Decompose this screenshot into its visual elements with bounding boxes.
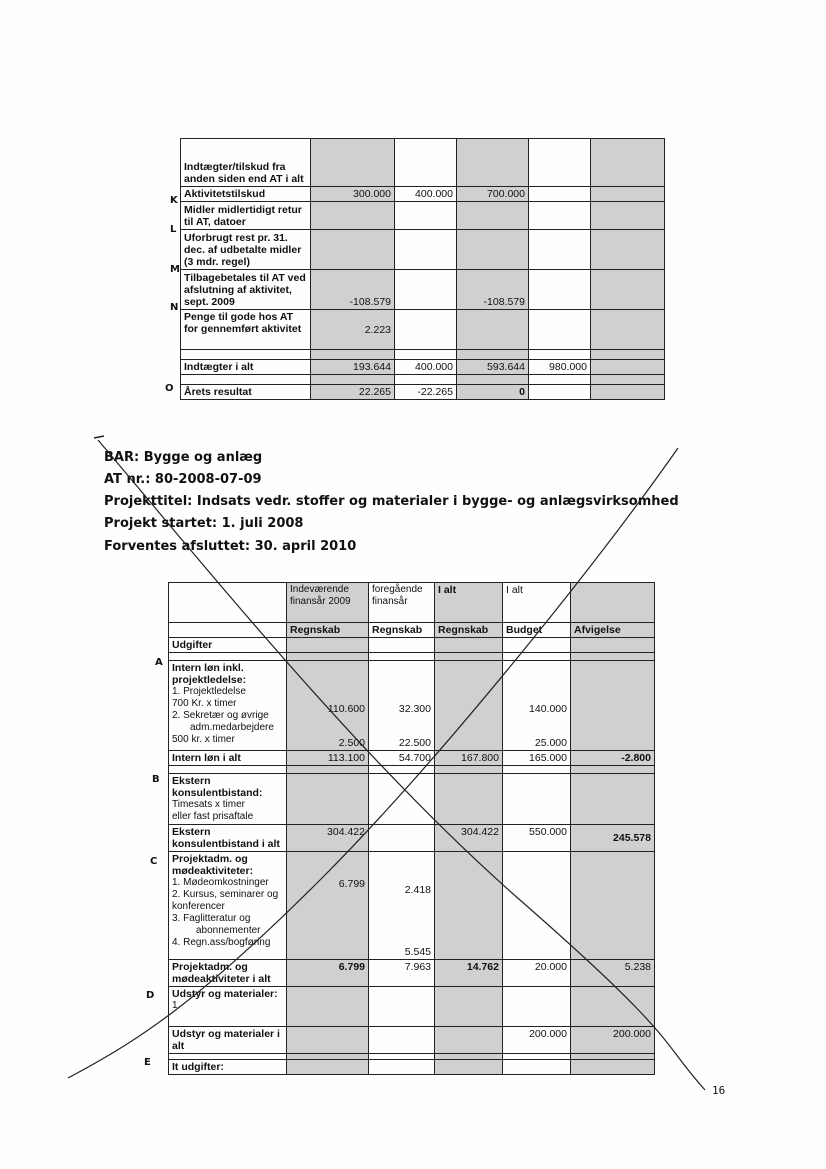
cell <box>435 852 503 960</box>
row-label: Tilbagebetales til AT ved afslutning af aktivitet, sept. 2009 <box>181 270 311 310</box>
cell <box>287 766 369 774</box>
income-table <box>180 138 665 400</box>
value: 32.300 <box>398 703 431 715</box>
table-row <box>169 987 655 1027</box>
cell <box>529 375 591 385</box>
header-cell: Indeværende finansår 2009 <box>287 583 369 623</box>
row-label: Indtægter/tilskud fra anden siden end AT i alt <box>181 139 311 187</box>
cell <box>503 987 571 1027</box>
row-label: Projektadm. og mødeaktiviteter i alt <box>169 960 287 987</box>
cell <box>591 202 665 230</box>
row-label <box>181 350 311 360</box>
list-item: 700 Kr. x timer <box>172 698 237 709</box>
value: 110.600 <box>327 703 365 715</box>
cell <box>395 202 457 230</box>
value: 2.500 <box>338 737 365 749</box>
cell: 22.265 <box>311 385 395 400</box>
cell <box>529 310 591 350</box>
header-cell: I alt <box>503 583 571 623</box>
header-cell: Regnskab <box>435 623 503 638</box>
cell: 304.422 <box>287 825 369 852</box>
list-item: 2. Sekretær og øvrige <box>172 710 269 721</box>
cell: 300.000 <box>311 187 395 202</box>
cell: 193.644 <box>311 360 395 375</box>
cell <box>457 202 529 230</box>
table-row <box>169 653 655 661</box>
cell <box>503 852 571 960</box>
section-c-cell <box>169 852 287 960</box>
section-a-title: Intern løn inkl. projektledelse: <box>172 662 247 686</box>
bar-line: BAR: Bygge og anlæg <box>104 450 263 465</box>
list-item: 1. Projektledelse <box>172 686 246 697</box>
list-item: konferencer <box>172 901 225 912</box>
table-row <box>169 852 655 960</box>
value: 5.545 <box>404 946 431 958</box>
row-label: Midler midlertidigt retur til AT, datoer <box>181 202 311 230</box>
section-marker-b: B <box>152 774 160 785</box>
cell <box>369 987 435 1027</box>
cell <box>287 653 369 661</box>
row-label: Indtægter i alt <box>181 360 311 375</box>
cell: 6.799 <box>287 960 369 987</box>
cell <box>435 653 503 661</box>
list-item: eller fast prisaftale <box>172 811 254 822</box>
list-item: abonnementer <box>196 925 261 936</box>
at-number-line: AT nr.: 80-2008-07-09 <box>104 472 262 487</box>
table-row <box>181 375 665 385</box>
table-row <box>181 139 665 187</box>
cell <box>591 385 665 400</box>
cell <box>591 310 665 350</box>
cell: -108.579 <box>457 270 529 310</box>
cell <box>395 310 457 350</box>
header-cell: foregående finansår <box>369 583 435 623</box>
cell: 980.000 <box>529 360 591 375</box>
row-marker-o: O <box>165 383 174 394</box>
row-marker-m: M <box>170 264 180 275</box>
table-row <box>169 960 655 987</box>
cell <box>503 1060 571 1075</box>
cell <box>571 653 655 661</box>
cell <box>503 766 571 774</box>
cell <box>287 661 369 751</box>
table-row <box>169 774 655 825</box>
table-header-row <box>169 623 655 638</box>
section-d-cell <box>169 987 287 1027</box>
list-item: 4. Regn.ass/bogføring <box>172 937 271 948</box>
cell: 14.762 <box>435 960 503 987</box>
row-label: Årets resultat <box>181 385 311 400</box>
cell <box>591 230 665 270</box>
header-cell: I alt <box>435 583 503 623</box>
row-marker-l: L <box>170 224 177 235</box>
cell <box>287 1060 369 1075</box>
cell <box>287 774 369 825</box>
row-label <box>181 375 311 385</box>
row-label: Penge til gode hos AT for gennemført aktivitet <box>181 310 311 350</box>
cell <box>369 825 435 852</box>
section-marker-a: A <box>155 657 163 668</box>
cell <box>435 1027 503 1054</box>
cell <box>311 230 395 270</box>
project-title-line: Projekttitel: Indsats vedr. stoffer og materialer i bygge- og anlægsvirksomhed <box>104 494 679 509</box>
cell: 550.000 <box>503 825 571 852</box>
cell <box>591 187 665 202</box>
cell <box>369 766 435 774</box>
section-b-title: Ekstern konsulentbistand: <box>172 775 263 799</box>
section-d-title: Udstyr og materialer: <box>172 988 278 1000</box>
section-e-title: It udgifter: <box>169 1060 287 1075</box>
cell <box>435 766 503 774</box>
cell: 5.238 <box>571 960 655 987</box>
cell <box>395 350 457 360</box>
section-marker-e: E <box>144 1057 151 1068</box>
list-item: 2. Kursus, seminarer og <box>172 889 279 900</box>
value: 22.500 <box>398 737 431 749</box>
cell: -22.265 <box>395 385 457 400</box>
udgifter-label: Udgifter <box>169 638 287 653</box>
cell <box>435 638 503 653</box>
list-item: adm.medarbejdere <box>190 722 274 733</box>
cell <box>503 638 571 653</box>
cell <box>435 774 503 825</box>
cell <box>571 987 655 1027</box>
row-marker-k: K <box>170 195 178 206</box>
cell: 167.800 <box>435 751 503 766</box>
list-item: 3. Faglitteratur og <box>172 913 251 924</box>
cell <box>311 375 395 385</box>
table-row <box>181 270 665 310</box>
cell <box>287 987 369 1027</box>
cell <box>311 139 395 187</box>
cell <box>529 350 591 360</box>
cell <box>369 653 435 661</box>
table-row <box>181 350 665 360</box>
table-header-row <box>169 583 655 623</box>
cell <box>369 1027 435 1054</box>
list-item: 1. Mødeomkostninger <box>172 877 269 888</box>
table-row <box>169 1027 655 1054</box>
section-a-cell <box>169 661 287 751</box>
cell: 200.000 <box>503 1027 571 1054</box>
header-cell: Regnskab <box>369 623 435 638</box>
cell <box>457 310 529 350</box>
cell <box>457 230 529 270</box>
header-cell <box>169 623 287 638</box>
cell <box>571 638 655 653</box>
section-b-cell <box>169 774 287 825</box>
header-cell: Afvigelse <box>571 623 655 638</box>
list-item: Timesats x timer <box>172 799 245 810</box>
table-row <box>169 661 655 751</box>
cell <box>395 230 457 270</box>
cell <box>435 661 503 751</box>
cell: 165.000 <box>503 751 571 766</box>
cell <box>503 774 571 825</box>
cell <box>369 638 435 653</box>
header-cell: Regnskab <box>287 623 369 638</box>
table-row <box>181 310 665 350</box>
cell <box>395 139 457 187</box>
cell <box>169 766 287 774</box>
cell <box>395 270 457 310</box>
table-row <box>169 825 655 852</box>
header-cell: Budget <box>503 623 571 638</box>
row-label: Udstyr og materialer i alt <box>169 1027 287 1054</box>
cell: 200.000 <box>571 1027 655 1054</box>
cell <box>529 385 591 400</box>
cell <box>311 350 395 360</box>
table-row <box>181 202 665 230</box>
list-item: 1. <box>172 1000 181 1011</box>
cell <box>503 653 571 661</box>
cell: 593.644 <box>457 360 529 375</box>
header-cell <box>169 583 287 623</box>
cell <box>369 852 435 960</box>
cell <box>369 774 435 825</box>
row-label: Intern løn i alt <box>169 751 287 766</box>
cell <box>571 774 655 825</box>
cell <box>287 638 369 653</box>
cell <box>435 1060 503 1075</box>
cell: 113.100 <box>287 751 369 766</box>
table-row <box>181 385 665 400</box>
cell <box>591 350 665 360</box>
cell: 6.799 <box>287 852 369 960</box>
section-c-title: Projektadm. og mødeaktiviteter: <box>172 853 254 877</box>
cell <box>395 375 457 385</box>
table-row <box>169 766 655 774</box>
section-marker-d: D <box>146 990 155 1001</box>
cell <box>571 852 655 960</box>
row-label: Aktivitetstilskud <box>181 187 311 202</box>
cell: -2.800 <box>571 751 655 766</box>
cell <box>529 270 591 310</box>
cross-tick <box>94 436 104 438</box>
cell <box>571 661 655 751</box>
cell <box>287 1027 369 1054</box>
row-label: Ekstern konsulentbistand i alt <box>169 825 287 852</box>
cell <box>529 202 591 230</box>
cell: 400.000 <box>395 360 457 375</box>
row-label: Uforbrugt rest pr. 31. dec. af udbetalte midler (3 mdr. regel) <box>181 230 311 270</box>
table-row <box>181 187 665 202</box>
page-number: 16 <box>712 1084 726 1097</box>
cell <box>369 1060 435 1075</box>
project-end-line: Forventes afsluttet: 30. april 2010 <box>104 539 357 554</box>
cell <box>503 661 571 751</box>
table-row <box>181 230 665 270</box>
table-row <box>169 751 655 766</box>
cell <box>457 350 529 360</box>
cell <box>311 202 395 230</box>
value: 2.418 <box>404 884 431 896</box>
section-marker-c: C <box>150 856 158 867</box>
value: 25.000 <box>534 737 567 749</box>
cell <box>369 661 435 751</box>
cell: 0 <box>457 385 529 400</box>
table-row <box>181 360 665 375</box>
cell: 54.700 <box>369 751 435 766</box>
expense-table <box>168 582 655 1075</box>
cell <box>591 360 665 375</box>
cell: -108.579 <box>311 270 395 310</box>
header-cell <box>571 583 655 623</box>
cell <box>529 230 591 270</box>
cell: 400.000 <box>395 187 457 202</box>
table-row <box>169 638 655 653</box>
cell <box>457 139 529 187</box>
cell <box>529 139 591 187</box>
cell: 20.000 <box>503 960 571 987</box>
table-row <box>169 1060 655 1075</box>
cell <box>591 375 665 385</box>
cell: 7.963 <box>369 960 435 987</box>
cell <box>169 653 287 661</box>
cell: 2.223 <box>311 310 395 350</box>
cell <box>571 1060 655 1075</box>
cell: 304.422 <box>435 825 503 852</box>
cell <box>435 987 503 1027</box>
cell: 245.578 <box>571 825 655 852</box>
project-start-line: Projekt startet: 1. juli 2008 <box>104 516 304 531</box>
cell <box>591 270 665 310</box>
cell <box>571 766 655 774</box>
cell <box>529 187 591 202</box>
list-item: 500 kr. x timer <box>172 734 235 745</box>
row-marker-n: N <box>170 302 179 313</box>
cell <box>457 375 529 385</box>
cell <box>591 139 665 187</box>
cell: 700.000 <box>457 187 529 202</box>
value: 140.000 <box>529 703 567 715</box>
